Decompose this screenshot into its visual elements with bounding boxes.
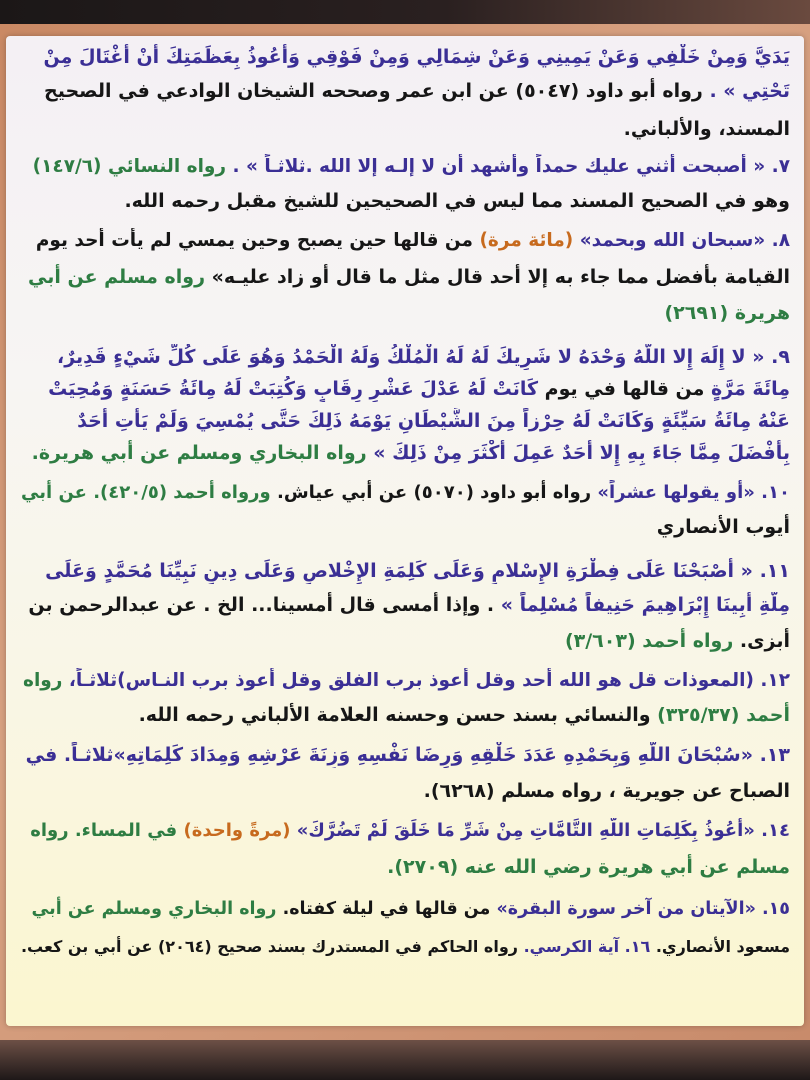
text-segment: رواه البخاري ومسلم عن أبي هريرة. [31, 442, 367, 464]
text-line [16, 628, 790, 654]
text-segment: رواه مسلم عن أبي [27, 266, 206, 288]
text-segment: يَدَيَّ وَمِنْ خَلْفِي وَعَنْ يَمِينِي وَعَنْ شِمَالِي وَمِنْ فَوْقِي وَأَعُوذُ بِعَظَمَتِكَ أَنْ أُغْتَالَ مِنْ [43, 46, 790, 68]
text-line [16, 896, 790, 922]
text-segment: رواه النسائي (١٤٧/٦) [32, 156, 227, 177]
text-line [16, 44, 790, 70]
text-segment: ٨. «سبحان الله وبحمد» [573, 230, 790, 251]
text-segment: رواه الحاكم في المستدرك بسند صحيح (٢٠٦٤) عن أبي بن كعب. [20, 937, 518, 956]
text-line [16, 300, 790, 326]
text-line [16, 78, 790, 104]
text-segment: ١٦. آية الكرسي. [518, 937, 651, 956]
text-segment: . وإذا أمسى قال أمسينا... الخ . عن عبدالرحمن بن [28, 594, 495, 616]
text-line [16, 818, 790, 844]
text-line [16, 408, 790, 434]
text-segment: المسند، والألباني. [623, 118, 790, 140]
text-segment: رواه أبو داود (٥٠٤٧) عن ابن عمر وصححه الشيخان الوادعي في الصحيح [44, 80, 703, 102]
text-segment: القيامة بأفضل مما جاء به إلا أحد قال مثل ما قال أو زاد عليـه» [205, 266, 790, 288]
text-segment: من قالها حين يصبح وحين يمسي لم يأت أحد يوم [35, 230, 480, 251]
text-line [16, 668, 790, 694]
text-line [16, 480, 790, 506]
text-line [16, 702, 790, 728]
text-segment: مسعود الأنصاري. [650, 937, 790, 956]
text-segment: وهو في الصحيح المسند مما ليس في الصحيحين للشيخ مقبل رحمه الله. [124, 190, 790, 212]
text-segment: عَنْهُ مِائَةُ سَيِّئَةٍ وَكَانَتْ لَهُ حِرْزاً مِنَ الشَّيْطَانِ يَوْمَهُ ذَلِكَ حَتَّى يُمْسِيَ وَلَمْ يَأْتِ أَحَدٌ [77, 410, 790, 432]
text-segment: في المساء. رواه [30, 820, 184, 841]
text-line [16, 934, 790, 960]
text-line [16, 188, 790, 214]
text-segment: ١١. « أَصْبَحْنَا عَلَى فِطْرَةِ الإِسْلامِ وَعَلَى كَلِمَةِ الإِخْلاصِ وَعَلَى دِينِ نَبِيِّنَا مُحَمَّدٍ وَعَلَى [45, 560, 790, 582]
text-line [16, 778, 790, 804]
text-segment: (مرةً واحدة) [183, 820, 291, 841]
text-segment: ورواه أحمد (٤٢٠/٥). عن أبي [21, 482, 271, 503]
text-line [16, 514, 790, 540]
text-segment: والنسائي بسند حسن وحسنه العلامة الألباني رحمه الله. [138, 704, 651, 726]
text-line [16, 264, 790, 290]
text-line [16, 154, 790, 180]
text-line [16, 742, 790, 768]
top-shadow [0, 0, 810, 24]
text-segment: مسلم عن أبي هريرة رضي الله عنه (٢٧٠٩). [387, 856, 790, 878]
bottom-shadow [0, 1040, 810, 1080]
adhkar-card [6, 36, 804, 1026]
text-segment: ١٣. «سُبْحَانَ اللَّهِ وَبِحَمْدِهِ عَدَدَ خَلْقِهِ وَرِضَا نَفْسِهِ وَزِنَةَ عَرْشِهِ وَمِدَادَ كَلِمَاتِهِ»ثلاثـاً. في [25, 744, 790, 766]
text-segment: أحمد (٣٢٥/٣٧) [650, 704, 790, 726]
text-segment: ١٠. «أو يقولها عشراً» [591, 482, 790, 503]
text-line [16, 228, 790, 254]
text-line [16, 376, 790, 402]
text-line [16, 558, 790, 584]
text-segment: من قالها في ليلة كفتاه. [276, 899, 491, 919]
text-segment: مِائَةَ مَرَّةٍ [704, 378, 790, 400]
text-segment: رواه البخاري ومسلم عن أبي [31, 899, 277, 919]
text-segment: ١٤. «أَعُوذُ بِكَلِمَاتِ اللَّهِ التَّامَّاتِ مِنْ شَرِّ مَا خَلَقَ لَمْ تَضُرَّكَ» [290, 820, 790, 841]
text-segment: رواه أبو داود (٥٠٧٠) عن أبي عياش. [270, 482, 592, 503]
text-line [16, 592, 790, 618]
text-segment: ٩. « لا إِلَهَ إِلا اللَّهُ وَحْدَهُ لا شَرِيكَ لَهُ لَهُ الْمُلْكُ وَلَهُ الْحَمْدُ وَهُوَ عَلَى كُلِّ شَيْءٍ قَدِيرٌ، [57, 346, 790, 368]
text-line [16, 344, 790, 370]
text-lines [6, 36, 804, 1026]
text-line [16, 116, 790, 142]
text-line [16, 440, 790, 466]
text-segment: الصباح عن جويرية ، رواه مسلم (٦٢٦٨). [423, 780, 790, 802]
text-segment: ١٥. «الآيتان من آخر سورة البقرة» [490, 899, 790, 919]
text-segment: بِأَفْضَلَ مِمَّا جَاءَ بِهِ إِلا أَحَدٌ عَمِلَ أَكْثَرَ مِنْ ذَلِكَ » [366, 442, 790, 464]
text-segment: مِلَّةِ أَبِينَا إِبْرَاهِيمَ حَنِيفاً مُسْلِماً » [494, 594, 790, 616]
text-segment: من قالها في يوم [538, 378, 705, 400]
text-segment: (مائة مرة) [479, 230, 574, 251]
text-segment: هريرة (٢٦٩١) [664, 302, 790, 324]
text-line [16, 854, 790, 880]
text-segment: رواه [23, 670, 63, 691]
text-segment: كَانَتْ لَهُ عَدْلَ عَشْرِ رِقَابٍ وَكُتِبَتْ لَهُ مِائَةُ حَسَنَةٍ وَمُحِيَتْ [48, 378, 539, 400]
text-segment: تَحْتِي » . [702, 80, 790, 102]
text-segment: أبزى. [733, 630, 790, 652]
text-segment: ٧. « أصبحت أثني عليك حمداً وأشهد أن لا إلـه إلا الله .ثلاثـاً » . [226, 156, 790, 177]
text-segment: رواه أحمد (٣/٦٠٣) [564, 630, 734, 652]
text-segment: أيوب الأنصاري [656, 516, 790, 538]
text-segment: ١٢. (المعوذات قل هو الله أحد وقل أعوذ برب الفلق وقل أعوذ برب النـاس)ثلاثـاً، [62, 670, 790, 691]
